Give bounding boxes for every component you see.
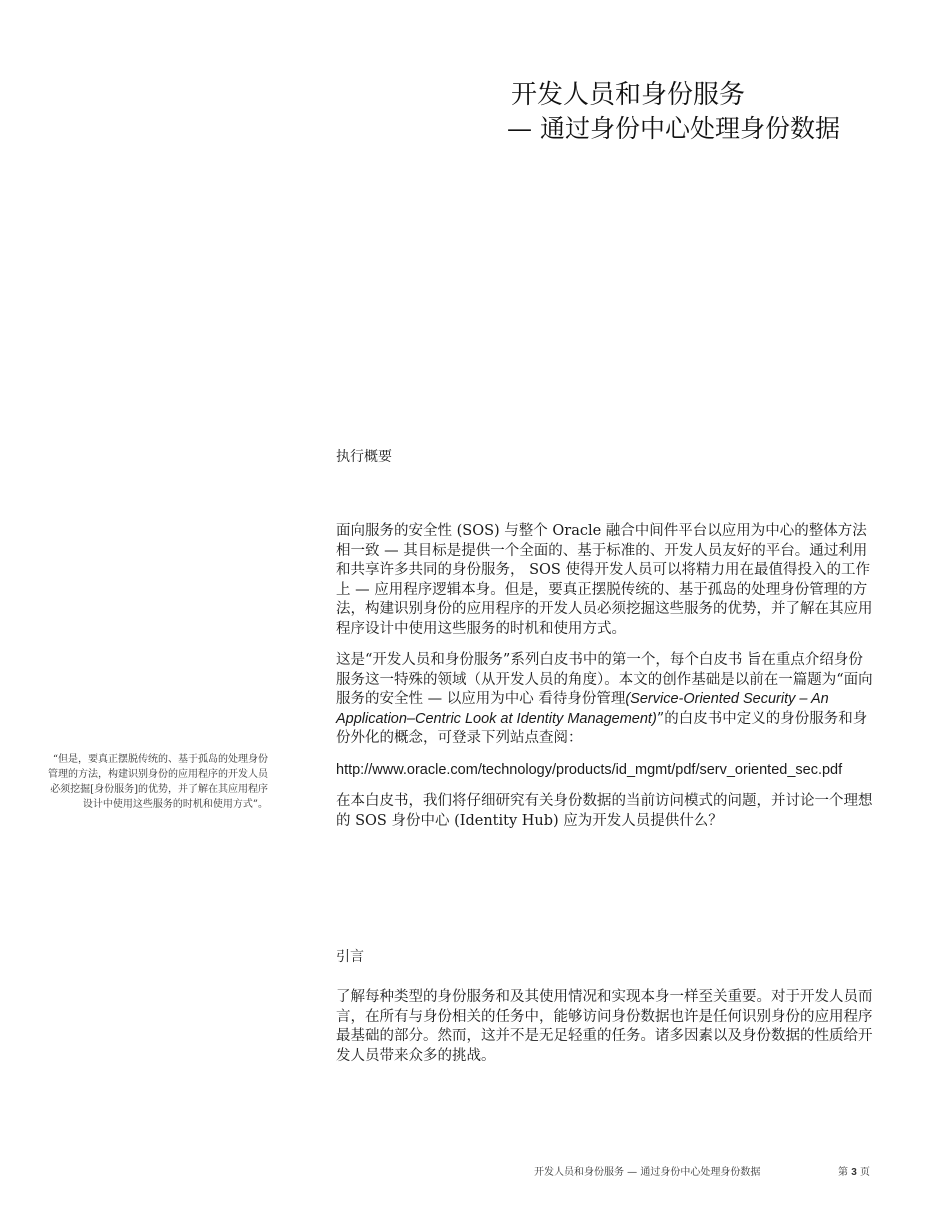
page-number-prefix: 第 [838, 1167, 848, 1178]
title-line-1: 开发人员和身份服务 [511, 80, 746, 110]
intro-paragraph-1: 了解每种类型的身份服务和及其使用情况和实现本身一样至关重要。对于开发人员而言，在所有与身份相关的任务中，能够访问身份数据也许是任何识别身份的应用程序最基础的部分。然而，这并不是无足轻重的任务。诸多因素以及身份数据的性质给开发人员带来众多的挑战。 [336, 989, 873, 1064]
intro-body [336, 988, 876, 1078]
page-number-suffix: 页 [859, 1167, 870, 1178]
pull-quote: “但是，要真正摆脱传统的、基于孤岛的处理身份管理的方法，构建识别身份的应用程序的开发人员必须挖掘[身份服务]的优势，并了解在其应用程序设计中使用这些服务的时机和使用方式”。 [48, 754, 268, 810]
summary-paragraph-2-text-a: 这是“开发人员和身份服务”系列白皮书中的第一个，每个白皮书 旨在重点介绍身份服务这一特殊的领域（从开发人员的角度）。本文的创作基础是以前在一篇题为“面向服务的安全性 — 以应用为中心 看待身份管理 [336, 652, 873, 707]
title-line-2: — 通过身份中心处理身份数据 [507, 114, 840, 143]
summary-body [336, 522, 876, 843]
page-number [838, 1163, 870, 1178]
whitepaper-url: http://www.oracle.com/technology/products/id_mgmt/pdf/serv_oriented_sec.pdf [336, 761, 843, 778]
summary-paragraph-2-text-b: ”的白皮书中定义的身份服务和身份外化的概念，可登录下列站点查阅： [336, 710, 868, 746]
document-title [507, 78, 840, 146]
summary-paragraph-2-english-title: (Service-Oriented Security – An Application–Centric Look at Identity Management) [336, 691, 829, 727]
intro-heading: 引言 [336, 949, 364, 965]
summary-paragraph-2 [336, 651, 876, 749]
footer-title: 开发人员和身份服务 — 通过身份中心处理身份数据 [534, 1167, 761, 1178]
summary-heading: 执行概要 [336, 449, 392, 465]
page-number-value: 3 [851, 1167, 857, 1178]
summary-paragraph-1: 面向服务的安全性 (SOS) 与整个 Oracle 融合中间件平台以应用为中心的整体方法相一致 — 其目标是提供一个全面的、基于标准的、开发人员友好的平台。通过利用和共享许多共同的身份服务， SOS 使得开发人员可以将精力用在最值得投入的工作上 — 应用程序逻辑本身。但是，要真正摆脱传统的、基于孤岛的处理身份管理的方法，构建识别身份的应用程序的开发人员必须挖掘这些服务的优势，并了解在其应用程序设计中使用这些服务的时机和使用方式。 [336, 523, 873, 637]
summary-paragraph-3: 在本白皮书，我们将仔细研究有关身份数据的当前访问模式的问题，并讨论一个理想的 SOS 身份中心 (Identity Hub) 应为开发人员提供什么？ [336, 793, 873, 829]
